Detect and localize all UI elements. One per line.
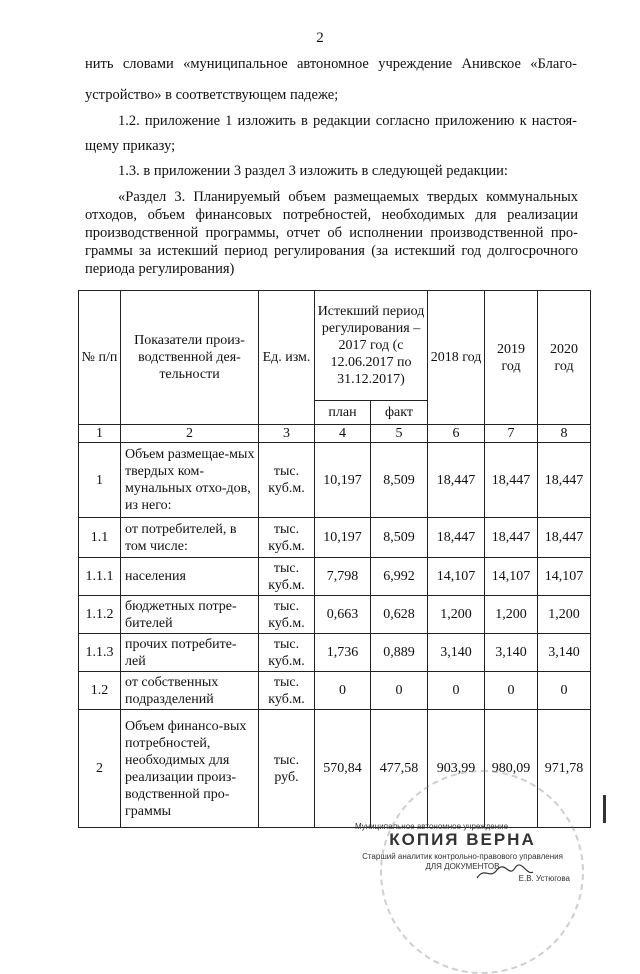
- row-2020: 18,447: [538, 518, 591, 558]
- stamp-title: КОПИЯ ВЕРНА: [389, 830, 536, 849]
- stamp-position: Старший аналитик контрольно-правового управления: [362, 852, 563, 861]
- row-2020: 18,447: [538, 443, 591, 518]
- column-number: 8: [538, 425, 591, 443]
- column-number: 3: [259, 425, 315, 443]
- row-2018: 18,447: [428, 443, 485, 518]
- header-year-2020: 2020 год: [538, 291, 591, 425]
- section-title-line-5: периода регулирования): [85, 261, 235, 277]
- copy-certification-stamp: [355, 822, 570, 902]
- column-number: 4: [315, 425, 371, 443]
- row-fact: 6,992: [371, 558, 428, 596]
- page-number: 2: [316, 30, 324, 46]
- paragraph-line-4: щему приказу;: [85, 138, 176, 154]
- table-row: [79, 672, 591, 710]
- row-unit: тыс. куб.м.: [259, 518, 315, 558]
- row-plan: 7,798: [315, 558, 371, 596]
- table-row: [79, 518, 591, 558]
- row-number: 1.1: [79, 518, 121, 558]
- column-number: 7: [485, 425, 538, 443]
- row-fact: 8,509: [371, 443, 428, 518]
- row-plan: 0: [315, 672, 371, 710]
- row-2019: 1,200: [485, 596, 538, 634]
- row-2018: 1,200: [428, 596, 485, 634]
- row-plan: 10,197: [315, 443, 371, 518]
- header-number: № п/п: [79, 291, 121, 425]
- row-plan: 1,736: [315, 634, 371, 672]
- row-indicator: населения: [121, 558, 259, 596]
- row-2019: 3,140: [485, 634, 538, 672]
- row-indicator: прочих потребите-лей: [121, 634, 259, 672]
- header-unit: Ед. изм.: [259, 291, 315, 425]
- section-title-line-3: производственной программы, отчет об исполнении производственной про-: [85, 225, 578, 241]
- paragraph-line-2: устройство» в соответствующем падеже;: [85, 87, 339, 103]
- row-2018: 14,107: [428, 558, 485, 596]
- row-unit: тыс. куб.м.: [259, 443, 315, 518]
- row-number: 1.2: [79, 672, 121, 710]
- row-plan: 570,84: [315, 710, 371, 828]
- row-number: 1: [79, 443, 121, 518]
- row-indicator: бюджетных потре-бителей: [121, 596, 259, 634]
- row-2019: 980,09: [485, 710, 538, 828]
- row-fact: 0,628: [371, 596, 428, 634]
- paragraph-line-3: 1.2. приложение 1 изложить в редакции согласно приложению к настоя-: [118, 113, 577, 129]
- row-unit: тыс. куб.м.: [259, 558, 315, 596]
- row-2019: 0: [485, 672, 538, 710]
- header-year-2018: 2018 год: [428, 291, 485, 425]
- row-fact: 8,509: [371, 518, 428, 558]
- row-2018: 0: [428, 672, 485, 710]
- row-indicator: Объем размещае-мых твердых ком-мунальных отхо-дов, из него:: [121, 443, 259, 518]
- row-2019: 14,107: [485, 558, 538, 596]
- row-unit: тыс. руб.: [259, 710, 315, 828]
- row-number: 1.1.2: [79, 596, 121, 634]
- row-2019: 18,447: [485, 443, 538, 518]
- row-2020: 971,78: [538, 710, 591, 828]
- column-number: 5: [371, 425, 428, 443]
- paragraph-line-1: нить словами «муниципальное автономное учреждение Анивское «Благо-: [85, 56, 577, 72]
- row-2018: 3,140: [428, 634, 485, 672]
- row-2018: 903,99: [428, 710, 485, 828]
- row-fact: 477,58: [371, 710, 428, 828]
- row-2020: 0: [538, 672, 591, 710]
- row-2019: 18,447: [485, 518, 538, 558]
- row-indicator: Объем финансо-вых потребностей, необходимых для реализации произ-водственной про-граммы: [121, 710, 259, 828]
- header-period: Истекший период регулирования – 2017 год (с 12.06.2017 по 31.12.2017): [315, 291, 428, 401]
- row-number: 1.1.3: [79, 634, 121, 672]
- column-number: 1: [79, 425, 121, 443]
- table-row: [79, 596, 591, 634]
- row-indicator: от собственных подразделений: [121, 672, 259, 710]
- row-fact: 0,889: [371, 634, 428, 672]
- column-number: 6: [428, 425, 485, 443]
- paragraph-line-5: 1.3. в приложении 3 раздел 3 изложить в следующей редакции:: [118, 163, 508, 179]
- section-title-line-1: «Раздел 3. Планируемый объем размещаемых твердых коммунальных: [118, 189, 578, 205]
- row-unit: тыс. куб.м.: [259, 596, 315, 634]
- row-unit: тыс. куб.м.: [259, 672, 315, 710]
- production-program-table: [78, 290, 591, 828]
- row-unit: тыс. куб.м.: [259, 634, 315, 672]
- row-2020: 3,140: [538, 634, 591, 672]
- stamp-department: ДЛЯ ДОКУМЕНТОВ: [425, 862, 500, 871]
- row-plan: 0,663: [315, 596, 371, 634]
- header-year-2019: 2019 год: [485, 291, 538, 425]
- section-title-line-2: отходов, объем финансовых потребностей, необходимых для реализации: [85, 207, 578, 223]
- row-2020: 1,200: [538, 596, 591, 634]
- header-indicator: Показатели произ-водственной дея-тельности: [121, 291, 259, 425]
- row-plan: 10,197: [315, 518, 371, 558]
- table-row: [79, 443, 591, 518]
- row-2020: 14,107: [538, 558, 591, 596]
- row-number: 1.1.1: [79, 558, 121, 596]
- section-title-line-4: граммы за истекший период регулирования (за истекший год долгосрочного: [85, 243, 578, 259]
- edge-mark: [603, 795, 606, 823]
- row-fact: 0: [371, 672, 428, 710]
- row-indicator: от потребителей, в том числе:: [121, 518, 259, 558]
- column-number: 2: [121, 425, 259, 443]
- header-fact: факт: [371, 401, 428, 425]
- header-plan: план: [315, 401, 371, 425]
- row-number: 2: [79, 710, 121, 828]
- stamp-signer: Е.В. Устюгова: [518, 874, 570, 883]
- stamp-organization: Муниципальное автономное учреждение: [355, 822, 509, 831]
- table-row: [79, 558, 591, 596]
- table-row: [79, 634, 591, 672]
- row-2018: 18,447: [428, 518, 485, 558]
